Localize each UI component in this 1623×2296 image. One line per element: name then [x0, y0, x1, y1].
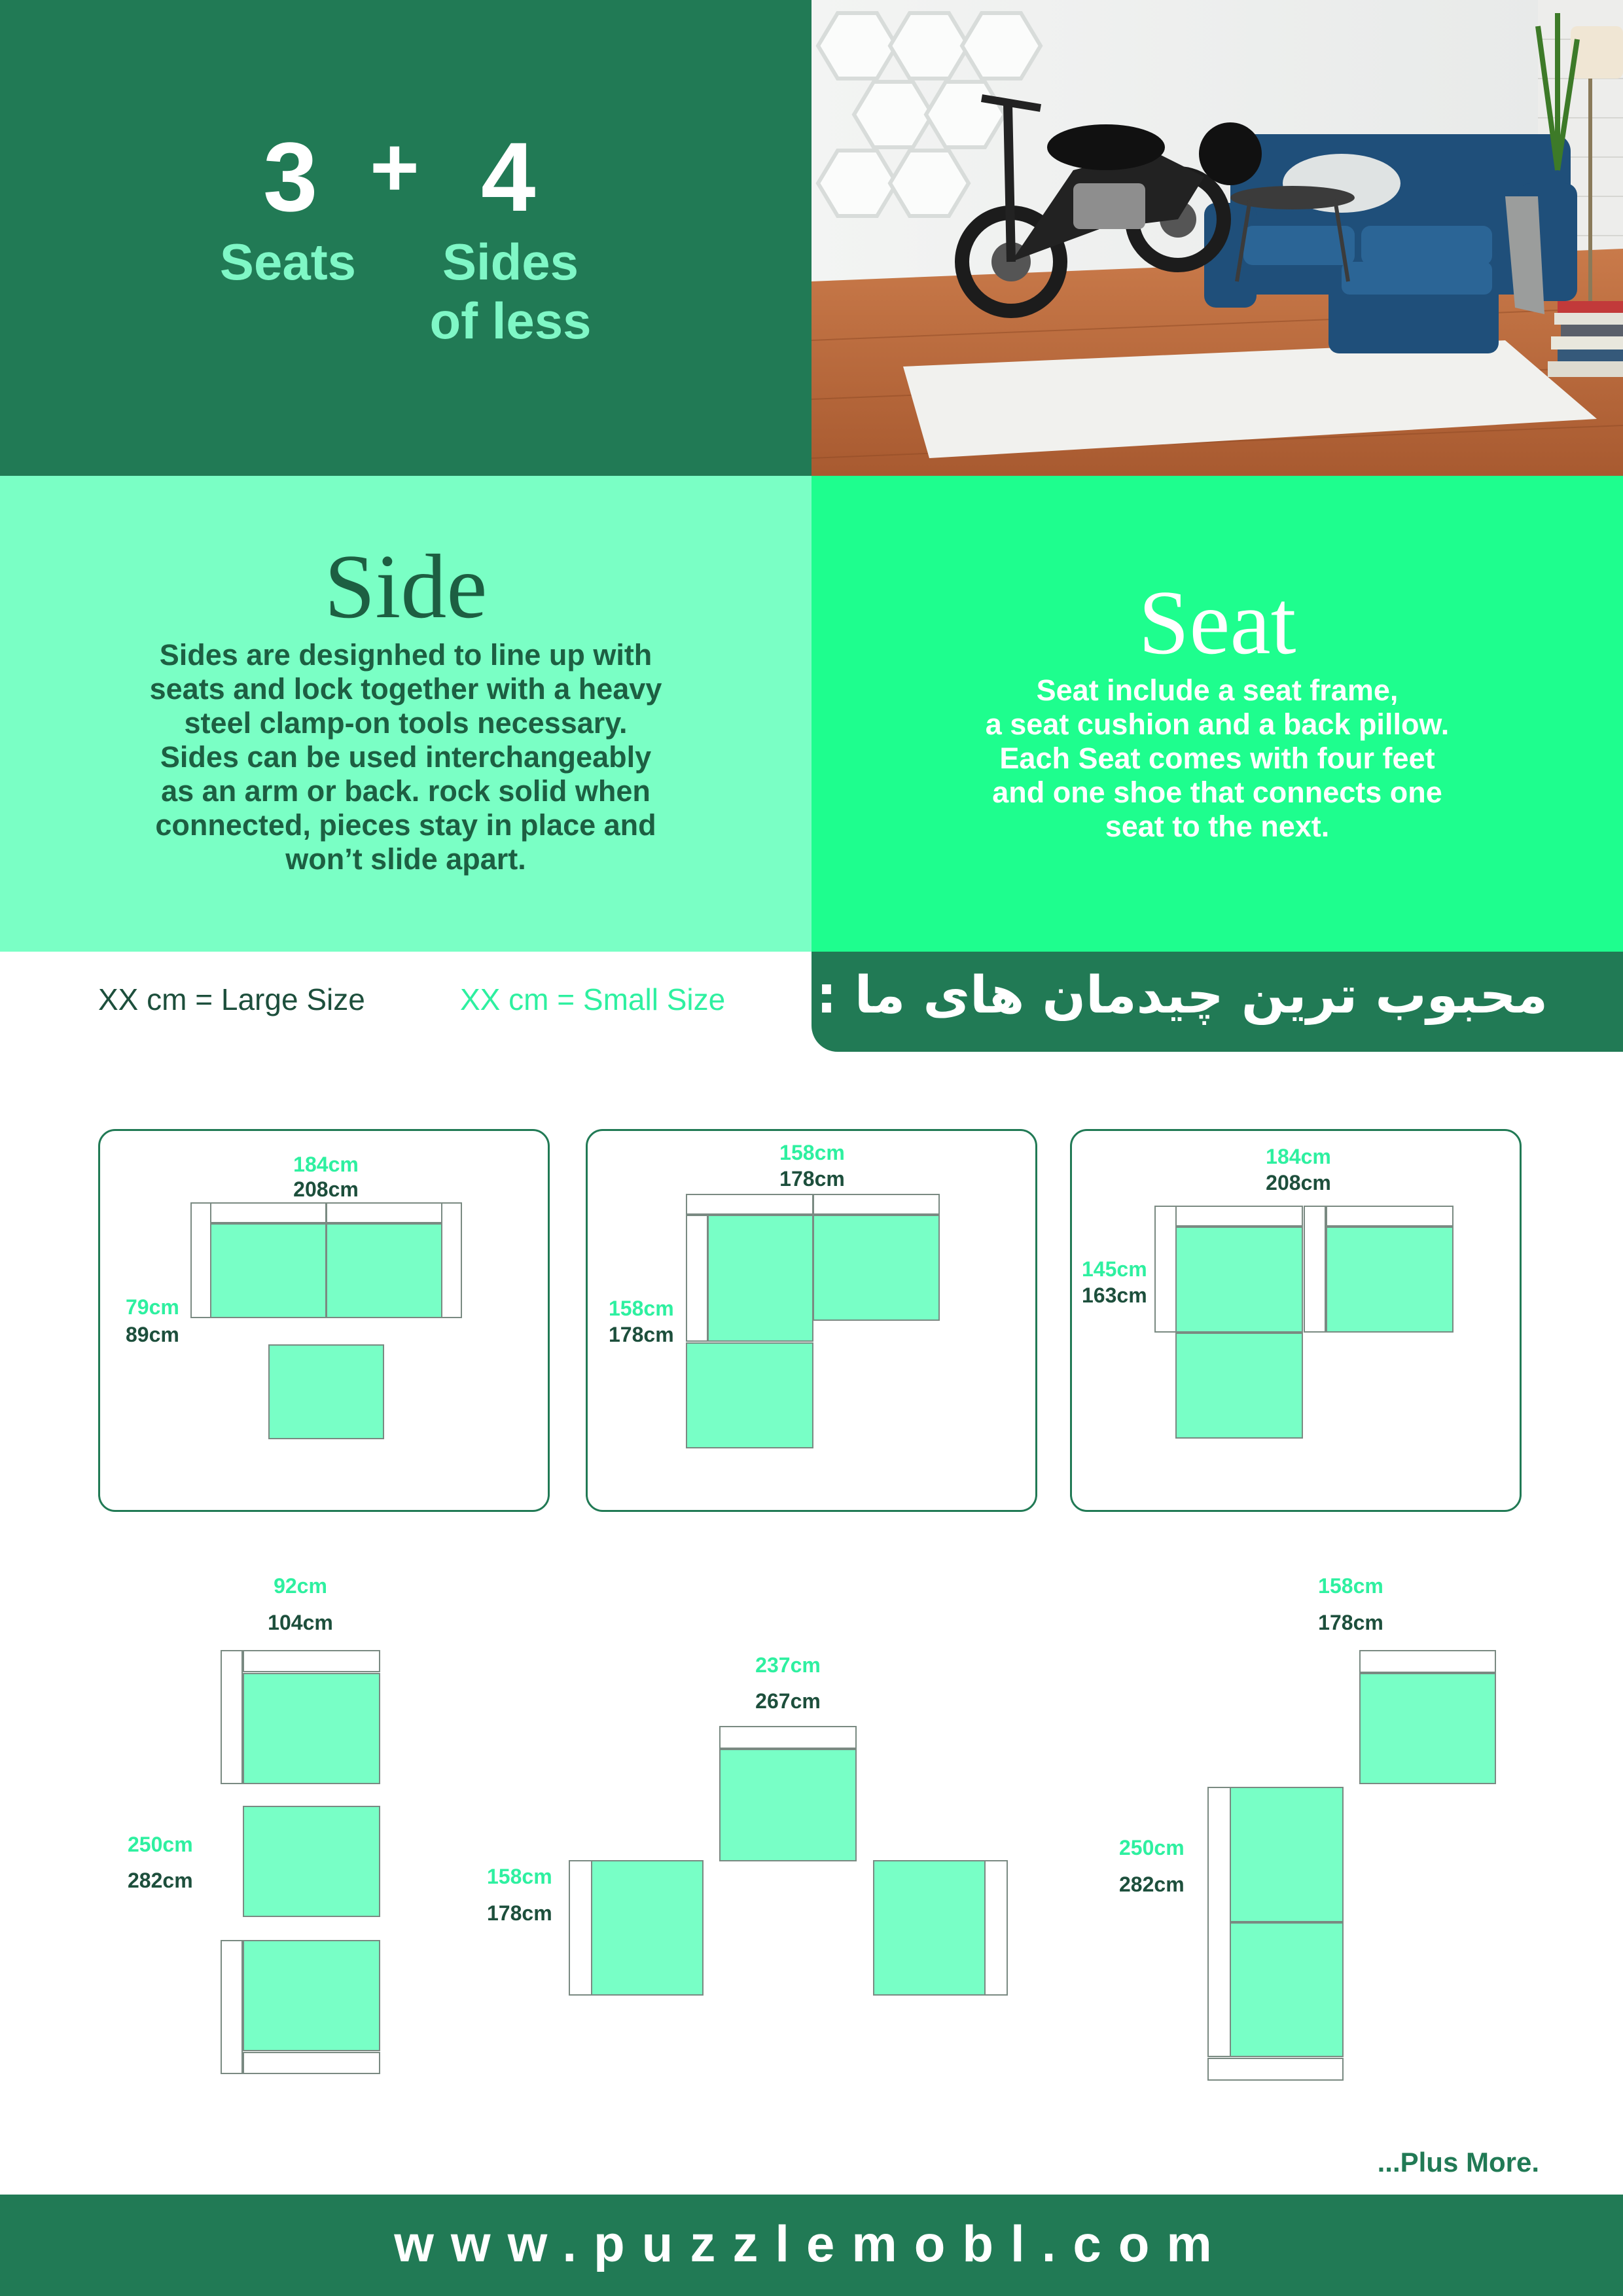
layout-5-depth-large: 178cm	[487, 1901, 552, 1925]
seat-piece	[1176, 1227, 1302, 1332]
seat-piece	[1176, 1333, 1302, 1438]
layout-4-depth-small: 250cm	[128, 1833, 193, 1856]
side-description-line: seats and lock together with a heavy	[149, 672, 662, 706]
side-piece	[327, 1203, 442, 1223]
side-description-line: won’t slide apart.	[285, 842, 526, 876]
seat-description-line: seat to the next.	[1105, 810, 1330, 843]
layout-3-depth-small: 145cm	[1082, 1257, 1147, 1281]
side-piece	[687, 1194, 813, 1214]
side-piece	[687, 1215, 707, 1341]
layout-6-diagram	[1208, 1651, 1495, 2080]
seat-piece	[243, 1941, 380, 2051]
website-url[interactable]: www.puzzlemobl.com	[394, 2215, 1229, 2272]
side-description-line: Sides can be used interchangeably	[160, 740, 652, 774]
side-piece	[243, 1651, 380, 1672]
side-description-line: connected, pieces stay in place and	[155, 808, 656, 842]
sides-number: 4	[481, 122, 536, 232]
seat-piece	[720, 1749, 856, 1861]
seat-piece	[243, 1806, 380, 1916]
side-piece	[1208, 1787, 1230, 2056]
layout-5-diagram	[569, 1727, 1007, 1995]
layout-1-depth-small: 79cm	[126, 1295, 179, 1319]
layout-3-width-small: 184cm	[1266, 1145, 1331, 1168]
seat-piece	[211, 1224, 326, 1318]
seat-piece	[708, 1215, 813, 1341]
layout-1-diagram	[191, 1203, 461, 1439]
seat-description-line: Each Seat comes with four feet	[999, 742, 1435, 775]
layout-1-width-large: 208cm	[293, 1177, 359, 1201]
seat-description-line: Seat include a seat frame,	[1036, 673, 1399, 707]
sides-label-sub: of less	[429, 292, 592, 350]
layout-4-width-large: 104cm	[268, 1611, 333, 1634]
side-piece	[1176, 1206, 1302, 1226]
layout-2-width-small: 158cm	[779, 1141, 845, 1164]
layout-6-depth-large: 282cm	[1119, 1873, 1185, 1896]
layout-4-depth-large: 282cm	[128, 1869, 193, 1892]
seat-piece	[1230, 1923, 1343, 2056]
seat-piece	[813, 1215, 939, 1320]
legend-small-size: XX cm = Small Size	[460, 982, 726, 1016]
seat-piece	[1327, 1227, 1453, 1332]
seat-piece	[243, 1674, 380, 1784]
plus-sign: +	[370, 119, 419, 215]
side-piece	[1360, 1651, 1495, 1672]
layout-4-diagram	[221, 1651, 380, 2073]
layout-2-width-large: 178cm	[779, 1167, 845, 1191]
side-piece	[1155, 1206, 1176, 1332]
side-piece	[720, 1727, 856, 1748]
footer-bar	[0, 2195, 1623, 2296]
sides-label: Sides	[442, 233, 579, 291]
side-piece	[442, 1203, 461, 1318]
layout-5-width-small: 237cm	[755, 1653, 821, 1677]
seat-piece	[327, 1224, 442, 1318]
side-piece	[243, 2053, 380, 2073]
side-piece	[569, 1861, 592, 1995]
seat-piece	[687, 1343, 813, 1448]
layout-5-width-large: 267cm	[755, 1689, 821, 1713]
seats-label: Seats	[219, 233, 357, 291]
layout-6-depth-small: 250cm	[1119, 1836, 1185, 1859]
side-piece	[221, 1651, 242, 1784]
layout-3-depth-large: 163cm	[1082, 1283, 1147, 1307]
layout-3-width-large: 208cm	[1266, 1171, 1331, 1194]
layout-6-width-small: 158cm	[1318, 1574, 1383, 1598]
side-piece	[813, 1194, 939, 1214]
layout-1-width-small: 184cm	[293, 1153, 359, 1176]
seat-title: Seat	[1138, 572, 1296, 673]
plus-more-text: ...Plus More.	[1377, 2147, 1539, 2178]
side-piece	[211, 1203, 326, 1223]
layout-2-depth-small: 158cm	[609, 1297, 674, 1320]
seat-piece	[592, 1861, 703, 1995]
seat-piece	[269, 1345, 383, 1439]
seats-number: 3	[263, 122, 318, 232]
side-piece	[985, 1861, 1007, 1995]
seat-piece	[1230, 1787, 1343, 1922]
seat-description-line: and one shoe that connects one	[992, 776, 1442, 809]
side-piece	[1327, 1206, 1453, 1226]
layout-4-width-small: 92cm	[274, 1574, 327, 1598]
layout-3-diagram	[1155, 1206, 1453, 1438]
side-description-line: as an arm or back. rock solid when	[161, 774, 651, 808]
layout-1-depth-large: 89cm	[126, 1323, 179, 1346]
popular-layouts-heading: محبوب ترین چیدمان های ما :	[816, 966, 1548, 1025]
seat-piece	[874, 1861, 985, 1995]
side-piece	[191, 1203, 211, 1318]
layout-2-diagram	[687, 1194, 939, 1448]
side-piece	[1304, 1206, 1325, 1332]
seat-description-line: a seat cushion and a back pillow.	[985, 708, 1450, 741]
side-description-line: steel clamp-on tools necessary.	[184, 706, 628, 740]
layout-6-width-large: 178cm	[1318, 1611, 1383, 1634]
side-piece	[221, 1941, 242, 2073]
seat-piece	[1360, 1674, 1495, 1784]
side-description-line: Sides are designhed to line up with	[159, 638, 652, 672]
layout-2-depth-large: 178cm	[609, 1323, 674, 1346]
layout-5-depth-small: 158cm	[487, 1865, 552, 1888]
side-title: Side	[324, 536, 488, 637]
legend-large-size: XX cm = Large Size	[98, 982, 365, 1016]
side-piece	[1208, 2058, 1343, 2080]
